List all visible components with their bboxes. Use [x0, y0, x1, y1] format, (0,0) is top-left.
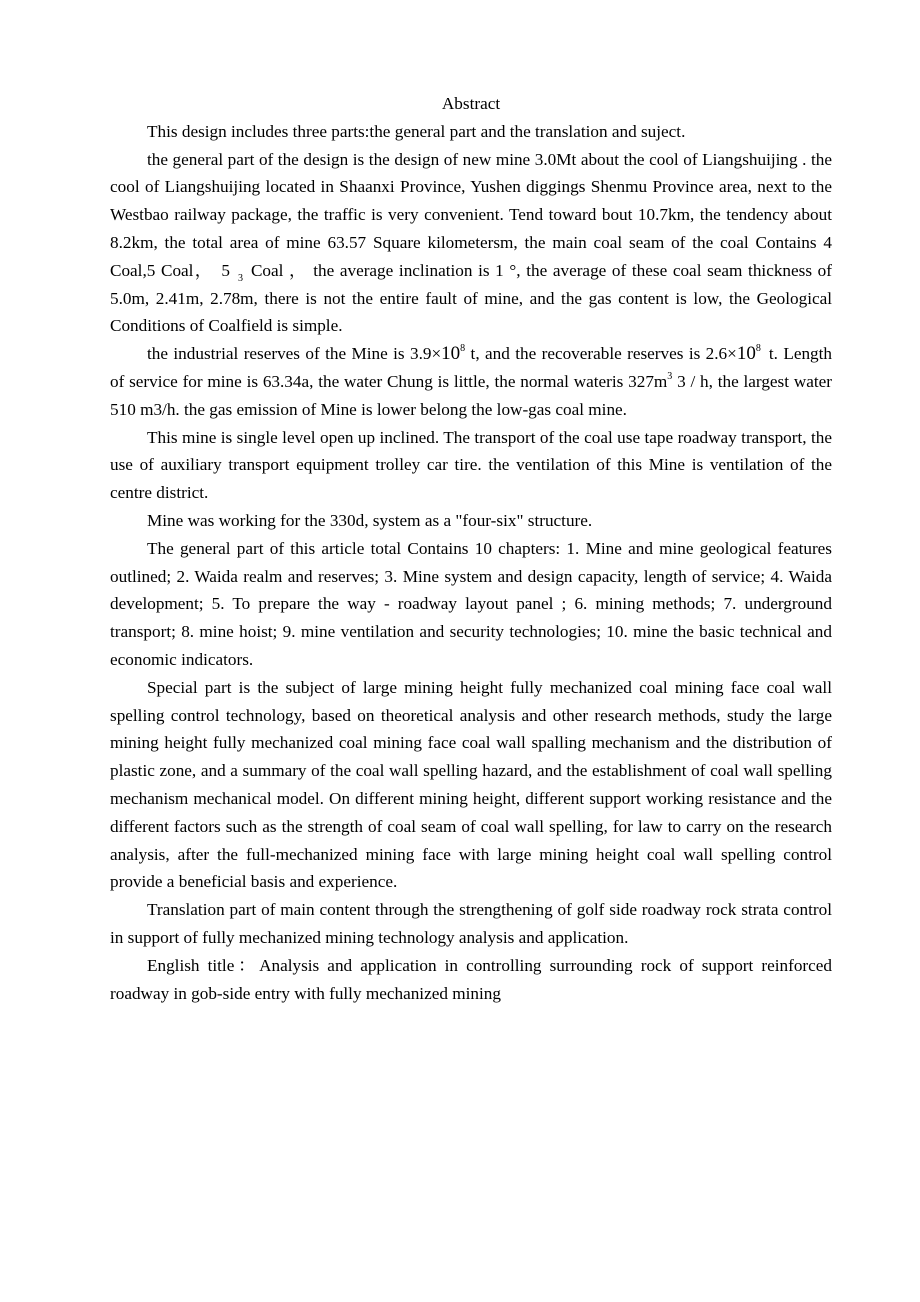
reserves-text-b: t, and the recoverable reserves is 2.6× — [465, 344, 737, 364]
english-title-text: Analysis and application in controlling surrounding rock of support reinforced roadway in gob-side entry with fully mechanized mining — [110, 955, 832, 1003]
paragraph-special-part: Special part is the subject of large mining height fully mechanized coal mining face coal wall spelling control technology, based on theoretical analysis and other research methods, study the large mining height fully mechanized coal mining face coal wall spalling mechanism and the distribution of plastic zone, and a summary of the coal wall spelling hazard, and the establishment of coal wall spelling mechanism mechanical model. On different mining height, different support working resistance and the different factors such as the strength of coal seam of coal wall spelling, for law to carry on the research analysis, after the full-mechanized mining face with large mining height coal wall spelling control provide a beneficial basis and experience. — [110, 677, 832, 892]
reserves-text-d: 3 / h, the largest water 510 m3/h. the gas emission of Mine is lower belong the low-gas coal mine. — [110, 371, 832, 419]
paragraph-reserves — [110, 340, 832, 423]
cubic-superscript: 3 — [667, 370, 673, 382]
power-base-2: 10 — [736, 343, 756, 365]
paragraph-working-system: Mine was working for the 330d, system as a "four-six" structure. — [147, 510, 593, 530]
abstract-body — [110, 90, 832, 1007]
english-title-label: English title： — [147, 955, 260, 975]
reserves-text-a: the industrial reserves of the Mine is 3.9× — [147, 344, 442, 364]
abstract-title: Abstract — [441, 94, 501, 113]
paragraph-chapters: The general part of this article total Contains 10 chapters: 1. Mine and mine geological features outlined; 2. Waida realm and reserves; 3. Mine system and design capacity, length of service; 4. Waida development; 5. To prepare the way - roadway layout panel ; 6. mining methods; 7. underground transport; 8. mine hoist; 9. mine ventilation and security technologies; 10. mine the basic technical and economic indicators. — [110, 538, 832, 669]
general-part-end: the average inclination is 1 °, the average of these coal seam thickness of 5.0m, 2.41m, 2.78m, there is not the entire fault of mine, and the gas content is low, the Geological Conditions of Coalfield is simple. — [110, 260, 832, 336]
seam-subscript: 3 — [237, 272, 243, 284]
power-exponent-2: 8 — [755, 343, 761, 355]
paragraph-general-part — [110, 146, 832, 341]
paragraph-english-title — [110, 952, 832, 1008]
seam-number: 5 — [221, 260, 230, 280]
power-exponent-1: 8 — [460, 343, 466, 355]
paragraph-overview: This design includes three parts:the general part and the translation and suject. — [147, 121, 686, 141]
power-base-1: 10 — [441, 343, 461, 365]
paragraph-translation-part: Translation part of main content through the strengthening of golf side roadway rock strata control in support of fully mechanized mining technology analysis and application. — [110, 900, 832, 947]
reserves-text-c: t. Length of service for mine is 63.34a, the water Chung is little, the normal wateris 327m — [110, 344, 833, 391]
paragraph-transport: This mine is single level open up inclined. The transport of the coal use tape roadway transport, the use of auxiliary transport equipment trolley car tire. the ventilation of this Mine is ventilation of the centre district. — [110, 427, 832, 503]
general-part-text: the general part of the design is the design of new mine 3.0Mt about the cool of Liangshuijing . the cool of Liangshuijing located in Shaanxi Province, Yushen diggings Shenmu Province area, next to the Westbao railway package, the traffic is very convenient. Tend toward bout 10.7km, the tendency about 8.2km, the total area of mine 63.57 Square kilometersm, the main coal seam of the coal Contains 4 Coal,5 Coal， — [110, 149, 832, 280]
seam-word: Coal ， — [250, 260, 308, 280]
